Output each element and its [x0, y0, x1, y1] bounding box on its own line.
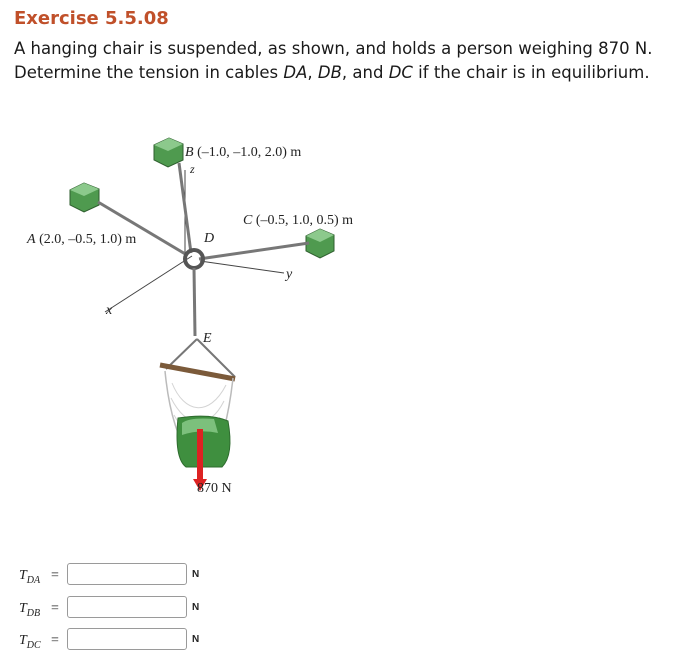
hanging-chair-diagram [14, 123, 370, 507]
hanging-chair-figure [14, 123, 370, 507]
unit-label: N [192, 602, 200, 613]
problem-sep-2: , and [341, 63, 389, 82]
tension-dc-input[interactable] [67, 628, 187, 650]
label-point-e: E [203, 331, 212, 346]
answer-row-tda [0, 563, 260, 591]
label-axis-y: y [286, 267, 293, 282]
equals-sign: = [51, 601, 59, 616]
problem-text-start: A hanging chair is suspended, as shown, and holds a person weighing 870 N. Determine the tension in cables [14, 39, 653, 82]
label-point-b: B (–1.0, –1.0, 2.0) m [185, 145, 302, 160]
unit-label: N [192, 634, 200, 645]
equals-sign: = [51, 633, 59, 648]
tension-da-input[interactable] [67, 563, 187, 585]
answer-row-tdb [0, 596, 260, 624]
equals-sign: = [51, 568, 59, 583]
problem-text-end: if the chair is in equilibrium. [412, 63, 650, 82]
label-point-a: A (2.0, –0.5, 1.0) m [27, 232, 137, 247]
problem-sep-1: , [307, 63, 318, 82]
label-point-d: D [204, 231, 215, 246]
label-point-c: C (–0.5, 1.0, 0.5) m [243, 213, 354, 228]
cable-de [194, 268, 195, 336]
anchor-c [306, 229, 334, 258]
unit-label: N [192, 569, 200, 580]
exercise-title: Exercise 5.5.08 [14, 8, 169, 29]
cable-dc-ref: DC [388, 63, 413, 82]
cable-db-ref: DB [317, 63, 342, 82]
symbol-tda: $T_{DA}$ [19, 568, 41, 586]
symbol-tdb: $T_{DB}$ [19, 601, 41, 619]
tension-db-input[interactable] [67, 596, 187, 618]
label-axis-x: x [106, 303, 113, 318]
chair-seat [177, 416, 230, 467]
label-axis-z: z [190, 162, 195, 176]
cable-da-ref: DA [283, 63, 308, 82]
answer-row-tdc [0, 628, 260, 656]
problem-statement [14, 37, 684, 85]
label-load: 870 N [197, 481, 232, 496]
symbol-tdc: $T_{DC}$ [19, 633, 41, 651]
